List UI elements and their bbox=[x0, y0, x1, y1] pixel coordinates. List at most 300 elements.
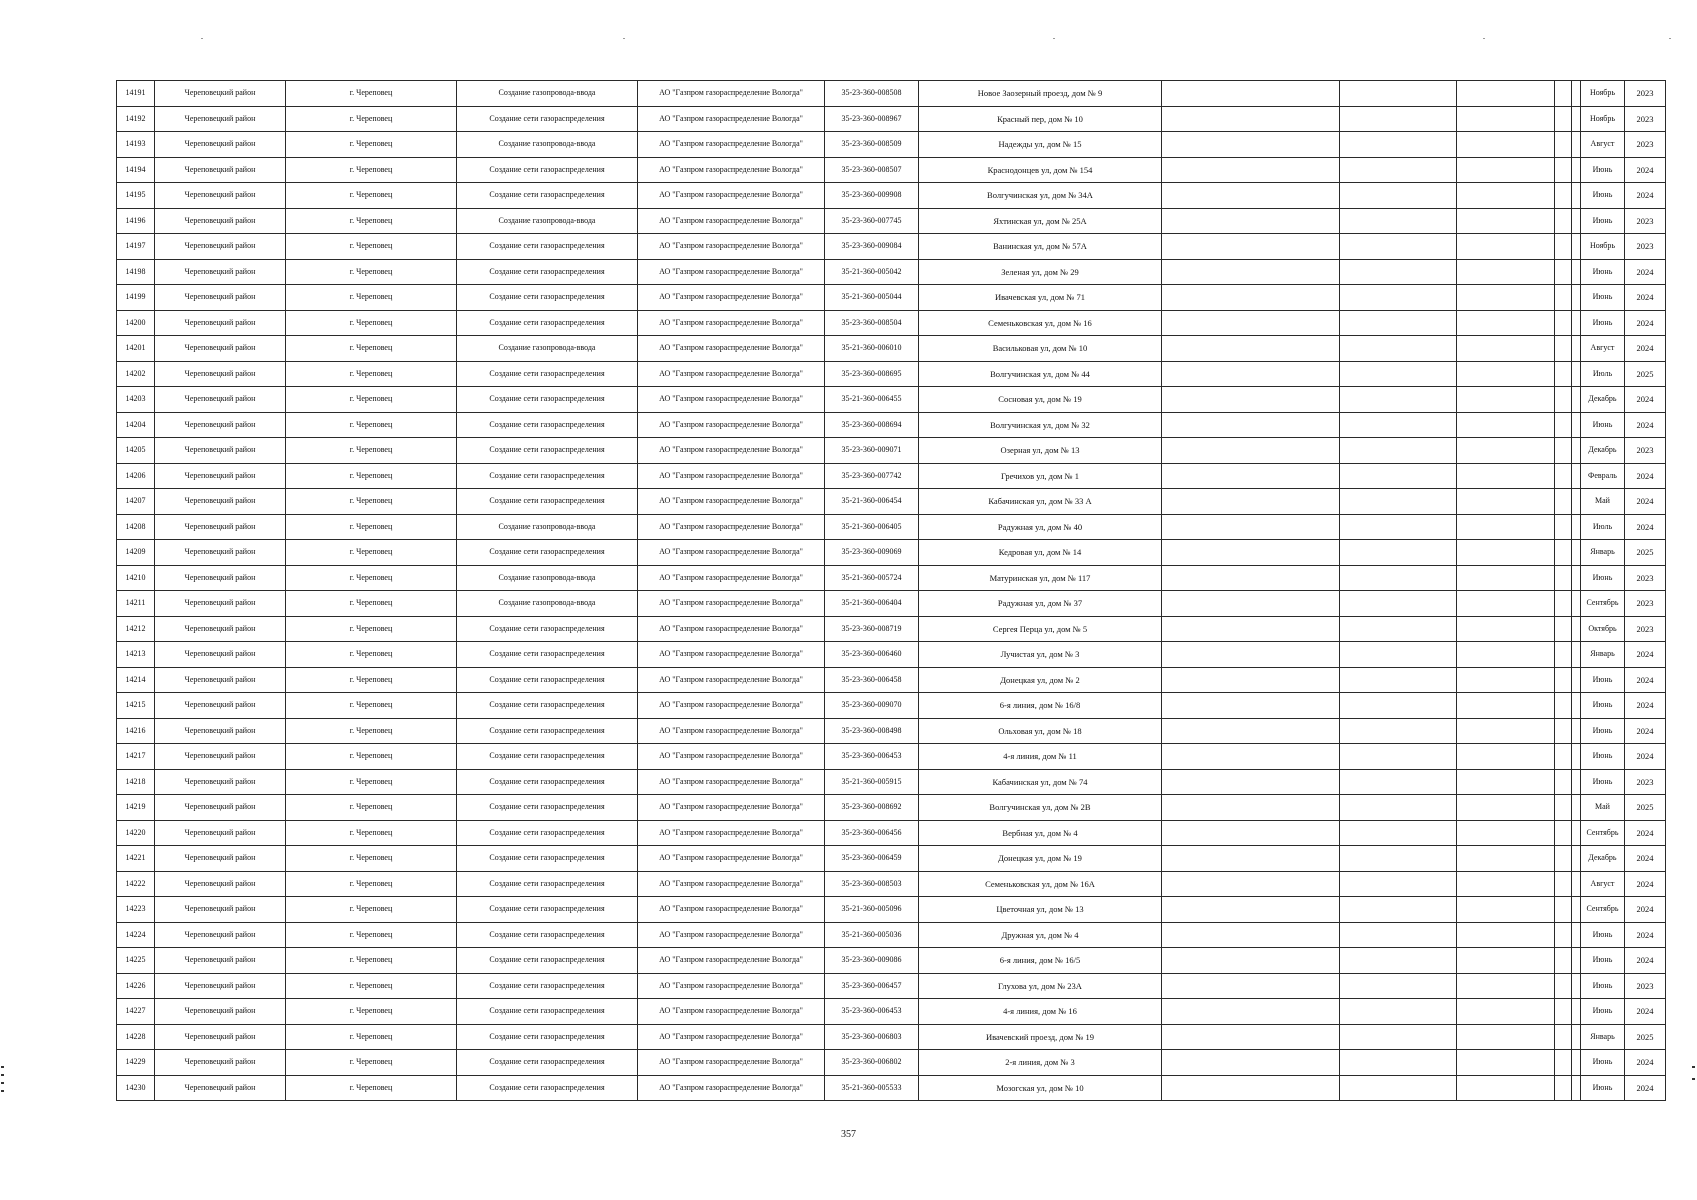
month-cell: Июнь bbox=[1581, 259, 1625, 285]
empty-cell bbox=[1340, 744, 1457, 770]
empty-cell bbox=[1572, 744, 1581, 770]
address-cell: Вербная ул, дом № 4 bbox=[919, 820, 1162, 846]
table-row bbox=[117, 948, 1666, 974]
locality-cell: г. Череповец bbox=[286, 1050, 457, 1076]
edge-mark bbox=[1692, 1066, 1695, 1068]
district-cell: Череповецкий район bbox=[155, 642, 286, 668]
object-code-cell: 35-23-360-008498 bbox=[825, 718, 919, 744]
object-code-cell: 35-21-360-005036 bbox=[825, 922, 919, 948]
table-row bbox=[117, 285, 1666, 311]
locality-cell: г. Череповец bbox=[286, 387, 457, 413]
locality-cell: г. Череповец bbox=[286, 514, 457, 540]
organization-cell: АО "Газпром газораспределение Вологда" bbox=[638, 310, 825, 336]
district-cell: Череповецкий район bbox=[155, 157, 286, 183]
locality-cell: г. Череповец bbox=[286, 667, 457, 693]
organization-cell: АО "Газпром газораспределение Вологда" bbox=[638, 667, 825, 693]
empty-cell bbox=[1555, 591, 1572, 617]
empty-cell bbox=[1162, 795, 1340, 821]
empty-cell bbox=[1555, 489, 1572, 515]
table-row bbox=[117, 310, 1666, 336]
work-type-cell: Создание сети газораспределения bbox=[457, 157, 638, 183]
district-cell: Череповецкий район bbox=[155, 871, 286, 897]
address-cell: Глухова ул, дом № 23А bbox=[919, 973, 1162, 999]
district-cell: Череповецкий район bbox=[155, 285, 286, 311]
empty-cell bbox=[1340, 81, 1457, 107]
empty-cell bbox=[1555, 744, 1572, 770]
table-row bbox=[117, 795, 1666, 821]
table-row bbox=[117, 1050, 1666, 1076]
empty-cell bbox=[1457, 846, 1555, 872]
empty-cell bbox=[1340, 1050, 1457, 1076]
year-cell: 2023 bbox=[1625, 81, 1666, 107]
empty-cell bbox=[1572, 999, 1581, 1025]
empty-cell bbox=[1457, 132, 1555, 158]
empty-cell bbox=[1555, 1075, 1572, 1101]
month-cell: Май bbox=[1581, 489, 1625, 515]
address-cell: 6-я линия, дом № 16/5 bbox=[919, 948, 1162, 974]
empty-cell bbox=[1572, 106, 1581, 132]
locality-cell: г. Череповец bbox=[286, 948, 457, 974]
empty-cell bbox=[1457, 81, 1555, 107]
object-code-cell: 35-23-360-009070 bbox=[825, 693, 919, 719]
empty-cell bbox=[1555, 616, 1572, 642]
address-cell: Волгучинская ул, дом № 32 bbox=[919, 412, 1162, 438]
table-row bbox=[117, 412, 1666, 438]
empty-cell bbox=[1340, 1075, 1457, 1101]
year-cell: 2023 bbox=[1625, 973, 1666, 999]
work-type-cell: Создание сети газораспределения bbox=[457, 1075, 638, 1101]
address-cell: Матуринская ул, дом № 117 bbox=[919, 565, 1162, 591]
year-cell: 2023 bbox=[1625, 234, 1666, 260]
empty-cell bbox=[1457, 489, 1555, 515]
empty-cell bbox=[1340, 540, 1457, 566]
work-type-cell: Создание газопровода-ввода bbox=[457, 81, 638, 107]
edge-mark bbox=[1692, 1078, 1695, 1080]
year-cell: 2024 bbox=[1625, 693, 1666, 719]
month-cell: Июнь bbox=[1581, 183, 1625, 209]
work-type-cell: Создание сети газораспределения bbox=[457, 259, 638, 285]
locality-cell: г. Череповец bbox=[286, 591, 457, 617]
empty-cell bbox=[1340, 361, 1457, 387]
empty-cell bbox=[1340, 336, 1457, 362]
organization-cell: АО "Газпром газораспределение Вологда" bbox=[638, 285, 825, 311]
year-cell: 2023 bbox=[1625, 769, 1666, 795]
empty-cell bbox=[1457, 693, 1555, 719]
organization-cell: АО "Газпром газораспределение Вологда" bbox=[638, 744, 825, 770]
year-cell: 2025 bbox=[1625, 1024, 1666, 1050]
empty-cell bbox=[1555, 387, 1572, 413]
empty-cell bbox=[1572, 973, 1581, 999]
row-number-cell: 14221 bbox=[117, 846, 155, 872]
organization-cell: АО "Газпром газораспределение Вологда" bbox=[638, 999, 825, 1025]
empty-cell bbox=[1340, 897, 1457, 923]
organization-cell: АО "Газпром газораспределение Вологда" bbox=[638, 718, 825, 744]
empty-cell bbox=[1340, 616, 1457, 642]
empty-cell bbox=[1572, 1050, 1581, 1076]
empty-cell bbox=[1162, 463, 1340, 489]
month-cell: Сентябрь bbox=[1581, 897, 1625, 923]
address-cell: 4-я линия, дом № 16 bbox=[919, 999, 1162, 1025]
row-number-cell: 14209 bbox=[117, 540, 155, 566]
empty-cell bbox=[1162, 106, 1340, 132]
empty-cell bbox=[1457, 259, 1555, 285]
work-type-cell: Создание сети газораспределения bbox=[457, 489, 638, 515]
scan-mark bbox=[1483, 38, 1485, 39]
empty-cell bbox=[1555, 820, 1572, 846]
object-code-cell: 35-23-360-008509 bbox=[825, 132, 919, 158]
work-type-cell: Создание сети газораспределения bbox=[457, 642, 638, 668]
address-cell: Дружная ул, дом № 4 bbox=[919, 922, 1162, 948]
row-number-cell: 14202 bbox=[117, 361, 155, 387]
empty-cell bbox=[1555, 540, 1572, 566]
empty-cell bbox=[1340, 591, 1457, 617]
address-cell: Краснодонцев ул, дом № 154 bbox=[919, 157, 1162, 183]
year-cell: 2024 bbox=[1625, 871, 1666, 897]
empty-cell bbox=[1572, 234, 1581, 260]
year-cell: 2024 bbox=[1625, 667, 1666, 693]
organization-cell: АО "Газпром газораспределение Вологда" bbox=[638, 438, 825, 464]
year-cell: 2024 bbox=[1625, 412, 1666, 438]
row-number-cell: 14199 bbox=[117, 285, 155, 311]
table-row bbox=[117, 999, 1666, 1025]
empty-cell bbox=[1555, 259, 1572, 285]
page-number: 357 bbox=[841, 1129, 856, 1140]
month-cell: Июнь bbox=[1581, 999, 1625, 1025]
year-cell: 2024 bbox=[1625, 387, 1666, 413]
row-number-cell: 14203 bbox=[117, 387, 155, 413]
object-code-cell: 35-23-360-006460 bbox=[825, 642, 919, 668]
work-type-cell: Создание сети газораспределения bbox=[457, 285, 638, 311]
district-cell: Череповецкий район bbox=[155, 820, 286, 846]
district-cell: Череповецкий район bbox=[155, 361, 286, 387]
empty-cell bbox=[1555, 948, 1572, 974]
empty-cell bbox=[1162, 846, 1340, 872]
organization-cell: АО "Газпром газораспределение Вологда" bbox=[638, 795, 825, 821]
object-code-cell: 35-21-360-005533 bbox=[825, 1075, 919, 1101]
address-cell: Волгучинская ул, дом № 2В bbox=[919, 795, 1162, 821]
empty-cell bbox=[1457, 1024, 1555, 1050]
empty-cell bbox=[1162, 820, 1340, 846]
locality-cell: г. Череповец bbox=[286, 489, 457, 515]
year-cell: 2024 bbox=[1625, 489, 1666, 515]
empty-cell bbox=[1457, 871, 1555, 897]
address-cell: Надежды ул, дом № 15 bbox=[919, 132, 1162, 158]
table-row bbox=[117, 693, 1666, 719]
month-cell: Июнь bbox=[1581, 769, 1625, 795]
empty-cell bbox=[1162, 540, 1340, 566]
year-cell: 2024 bbox=[1625, 463, 1666, 489]
empty-cell bbox=[1162, 897, 1340, 923]
work-type-cell: Создание газопровода-ввода bbox=[457, 336, 638, 362]
address-cell: Ольховая ул, дом № 18 bbox=[919, 718, 1162, 744]
locality-cell: г. Череповец bbox=[286, 463, 457, 489]
year-cell: 2024 bbox=[1625, 846, 1666, 872]
locality-cell: г. Череповец bbox=[286, 310, 457, 336]
year-cell: 2024 bbox=[1625, 1050, 1666, 1076]
table-row bbox=[117, 565, 1666, 591]
empty-cell bbox=[1572, 795, 1581, 821]
empty-cell bbox=[1162, 591, 1340, 617]
work-type-cell: Создание сети газораспределения bbox=[457, 948, 638, 974]
organization-cell: АО "Газпром газораспределение Вологда" bbox=[638, 514, 825, 540]
gasification-table bbox=[116, 80, 1666, 1101]
empty-cell bbox=[1340, 387, 1457, 413]
empty-cell bbox=[1162, 285, 1340, 311]
empty-cell bbox=[1162, 81, 1340, 107]
table-row bbox=[117, 616, 1666, 642]
row-number-cell: 14195 bbox=[117, 183, 155, 209]
district-cell: Череповецкий район bbox=[155, 718, 286, 744]
address-cell: Гречихов ул, дом № 1 bbox=[919, 463, 1162, 489]
empty-cell bbox=[1457, 310, 1555, 336]
row-number-cell: 14220 bbox=[117, 820, 155, 846]
empty-cell bbox=[1555, 667, 1572, 693]
year-cell: 2024 bbox=[1625, 259, 1666, 285]
work-type-cell: Создание сети газораспределения bbox=[457, 1050, 638, 1076]
empty-cell bbox=[1457, 1050, 1555, 1076]
row-number-cell: 14208 bbox=[117, 514, 155, 540]
empty-cell bbox=[1457, 387, 1555, 413]
table-row bbox=[117, 718, 1666, 744]
object-code-cell: 35-21-360-005915 bbox=[825, 769, 919, 795]
empty-cell bbox=[1340, 310, 1457, 336]
work-type-cell: Создание сети газораспределения bbox=[457, 718, 638, 744]
address-cell: Семеньковская ул, дом № 16А bbox=[919, 871, 1162, 897]
district-cell: Череповецкий район bbox=[155, 387, 286, 413]
empty-cell bbox=[1162, 387, 1340, 413]
work-type-cell: Создание сети газораспределения bbox=[457, 693, 638, 719]
year-cell: 2024 bbox=[1625, 183, 1666, 209]
organization-cell: АО "Газпром газораспределение Вологда" bbox=[638, 157, 825, 183]
empty-cell bbox=[1457, 999, 1555, 1025]
empty-cell bbox=[1340, 106, 1457, 132]
empty-cell bbox=[1555, 361, 1572, 387]
address-cell: Волгучинская ул, дом № 34А bbox=[919, 183, 1162, 209]
row-number-cell: 14193 bbox=[117, 132, 155, 158]
row-number-cell: 14226 bbox=[117, 973, 155, 999]
address-cell: Донецкая ул, дом № 2 bbox=[919, 667, 1162, 693]
district-cell: Череповецкий район bbox=[155, 591, 286, 617]
year-cell: 2023 bbox=[1625, 132, 1666, 158]
organization-cell: АО "Газпром газораспределение Вологда" bbox=[638, 106, 825, 132]
year-cell: 2023 bbox=[1625, 106, 1666, 132]
empty-cell bbox=[1555, 769, 1572, 795]
locality-cell: г. Череповец bbox=[286, 795, 457, 821]
row-number-cell: 14223 bbox=[117, 897, 155, 923]
object-code-cell: 35-23-360-006802 bbox=[825, 1050, 919, 1076]
empty-cell bbox=[1555, 157, 1572, 183]
row-number-cell: 14219 bbox=[117, 795, 155, 821]
address-cell: Новое Заозерный проезд, дом № 9 bbox=[919, 81, 1162, 107]
table-row bbox=[117, 463, 1666, 489]
locality-cell: г. Череповец bbox=[286, 718, 457, 744]
table-row bbox=[117, 514, 1666, 540]
work-type-cell: Создание газопровода-ввода bbox=[457, 565, 638, 591]
table-row bbox=[117, 820, 1666, 846]
row-number-cell: 14224 bbox=[117, 922, 155, 948]
month-cell: Январь bbox=[1581, 1024, 1625, 1050]
empty-cell bbox=[1162, 642, 1340, 668]
empty-cell bbox=[1555, 871, 1572, 897]
object-code-cell: 35-21-360-006404 bbox=[825, 591, 919, 617]
empty-cell bbox=[1162, 667, 1340, 693]
table-row bbox=[117, 208, 1666, 234]
locality-cell: г. Череповец bbox=[286, 973, 457, 999]
table-row bbox=[117, 106, 1666, 132]
work-type-cell: Создание сети газораспределения bbox=[457, 463, 638, 489]
address-cell: Кабачинская ул, дом № 33 А bbox=[919, 489, 1162, 515]
organization-cell: АО "Газпром газораспределение Вологда" bbox=[638, 820, 825, 846]
district-cell: Череповецкий район bbox=[155, 744, 286, 770]
organization-cell: АО "Газпром газораспределение Вологда" bbox=[638, 871, 825, 897]
year-cell: 2024 bbox=[1625, 1075, 1666, 1101]
object-code-cell: 35-21-360-006405 bbox=[825, 514, 919, 540]
empty-cell bbox=[1457, 183, 1555, 209]
year-cell: 2023 bbox=[1625, 565, 1666, 591]
object-code-cell: 35-23-360-009084 bbox=[825, 234, 919, 260]
empty-cell bbox=[1572, 463, 1581, 489]
locality-cell: г. Череповец bbox=[286, 259, 457, 285]
organization-cell: АО "Газпром газораспределение Вологда" bbox=[638, 1075, 825, 1101]
month-cell: Декабрь bbox=[1581, 387, 1625, 413]
work-type-cell: Создание сети газораспределения bbox=[457, 973, 638, 999]
locality-cell: г. Череповец bbox=[286, 642, 457, 668]
work-type-cell: Создание сети газораспределения bbox=[457, 616, 638, 642]
empty-cell bbox=[1162, 1024, 1340, 1050]
address-cell: Кабачинская ул, дом № 74 bbox=[919, 769, 1162, 795]
district-cell: Череповецкий район bbox=[155, 1050, 286, 1076]
row-number-cell: 14192 bbox=[117, 106, 155, 132]
empty-cell bbox=[1340, 718, 1457, 744]
empty-cell bbox=[1340, 693, 1457, 719]
year-cell: 2024 bbox=[1625, 820, 1666, 846]
empty-cell bbox=[1340, 795, 1457, 821]
empty-cell bbox=[1457, 106, 1555, 132]
locality-cell: г. Череповец bbox=[286, 285, 457, 311]
organization-cell: АО "Газпром газораспределение Вологда" bbox=[638, 1024, 825, 1050]
object-code-cell: 35-23-360-008967 bbox=[825, 106, 919, 132]
organization-cell: АО "Газпром газораспределение Вологда" bbox=[638, 948, 825, 974]
year-cell: 2024 bbox=[1625, 718, 1666, 744]
empty-cell bbox=[1572, 412, 1581, 438]
organization-cell: АО "Газпром газораспределение Вологда" bbox=[638, 489, 825, 515]
empty-cell bbox=[1572, 183, 1581, 209]
table-row bbox=[117, 540, 1666, 566]
table-row bbox=[117, 1075, 1666, 1101]
empty-cell bbox=[1162, 514, 1340, 540]
month-cell: Сентябрь bbox=[1581, 591, 1625, 617]
locality-cell: г. Череповец bbox=[286, 897, 457, 923]
row-number-cell: 14198 bbox=[117, 259, 155, 285]
empty-cell bbox=[1340, 285, 1457, 311]
empty-cell bbox=[1555, 514, 1572, 540]
empty-cell bbox=[1162, 183, 1340, 209]
object-code-cell: 35-23-360-006453 bbox=[825, 744, 919, 770]
edge-mark bbox=[1, 1066, 4, 1068]
address-cell: Ванинская ул, дом № 57А bbox=[919, 234, 1162, 260]
empty-cell bbox=[1340, 259, 1457, 285]
organization-cell: АО "Газпром газораспределение Вологда" bbox=[638, 591, 825, 617]
district-cell: Череповецкий район bbox=[155, 234, 286, 260]
row-number-cell: 14205 bbox=[117, 438, 155, 464]
year-cell: 2023 bbox=[1625, 591, 1666, 617]
locality-cell: г. Череповец bbox=[286, 336, 457, 362]
organization-cell: АО "Газпром газораспределение Вологда" bbox=[638, 565, 825, 591]
empty-cell bbox=[1555, 999, 1572, 1025]
district-cell: Череповецкий район bbox=[155, 81, 286, 107]
locality-cell: г. Череповец bbox=[286, 183, 457, 209]
locality-cell: г. Череповец bbox=[286, 1075, 457, 1101]
empty-cell bbox=[1457, 412, 1555, 438]
empty-cell bbox=[1162, 718, 1340, 744]
empty-cell bbox=[1457, 973, 1555, 999]
empty-cell bbox=[1572, 387, 1581, 413]
empty-cell bbox=[1340, 1024, 1457, 1050]
empty-cell bbox=[1340, 565, 1457, 591]
object-code-cell: 35-23-360-006458 bbox=[825, 667, 919, 693]
address-cell: Радужная ул, дом № 37 bbox=[919, 591, 1162, 617]
empty-cell bbox=[1457, 718, 1555, 744]
month-cell: Октябрь bbox=[1581, 616, 1625, 642]
district-cell: Череповецкий район bbox=[155, 948, 286, 974]
address-cell: Яхтинская ул, дом № 25А bbox=[919, 208, 1162, 234]
district-cell: Череповецкий район bbox=[155, 795, 286, 821]
month-cell: Август bbox=[1581, 871, 1625, 897]
empty-cell bbox=[1457, 667, 1555, 693]
object-code-cell: 35-21-360-005096 bbox=[825, 897, 919, 923]
row-number-cell: 14210 bbox=[117, 565, 155, 591]
object-code-cell: 35-23-360-009069 bbox=[825, 540, 919, 566]
empty-cell bbox=[1555, 234, 1572, 260]
address-cell: Волгучинская ул, дом № 44 bbox=[919, 361, 1162, 387]
row-number-cell: 14215 bbox=[117, 693, 155, 719]
organization-cell: АО "Газпром газораспределение Вологда" bbox=[638, 846, 825, 872]
month-cell: Июнь bbox=[1581, 948, 1625, 974]
edge-mark bbox=[1, 1074, 4, 1076]
organization-cell: АО "Газпром газораспределение Вологда" bbox=[638, 642, 825, 668]
address-cell: Ивачевская ул, дом № 71 bbox=[919, 285, 1162, 311]
empty-cell bbox=[1340, 642, 1457, 668]
year-cell: 2024 bbox=[1625, 744, 1666, 770]
empty-cell bbox=[1162, 361, 1340, 387]
work-type-cell: Создание сети газораспределения bbox=[457, 820, 638, 846]
table-row bbox=[117, 973, 1666, 999]
year-cell: 2025 bbox=[1625, 361, 1666, 387]
object-code-cell: 35-23-360-008694 bbox=[825, 412, 919, 438]
year-cell: 2024 bbox=[1625, 285, 1666, 311]
month-cell: Июнь bbox=[1581, 693, 1625, 719]
month-cell: Июнь bbox=[1581, 718, 1625, 744]
district-cell: Череповецкий район bbox=[155, 183, 286, 209]
organization-cell: АО "Газпром газораспределение Вологда" bbox=[638, 412, 825, 438]
empty-cell bbox=[1162, 208, 1340, 234]
work-type-cell: Создание сети газораспределения bbox=[457, 234, 638, 260]
empty-cell bbox=[1555, 336, 1572, 362]
table-row bbox=[117, 744, 1666, 770]
month-cell: Июнь bbox=[1581, 1050, 1625, 1076]
empty-cell bbox=[1162, 157, 1340, 183]
empty-cell bbox=[1457, 1075, 1555, 1101]
row-number-cell: 14225 bbox=[117, 948, 155, 974]
year-cell: 2024 bbox=[1625, 642, 1666, 668]
district-cell: Череповецкий район bbox=[155, 973, 286, 999]
object-code-cell: 35-23-360-008507 bbox=[825, 157, 919, 183]
locality-cell: г. Череповец bbox=[286, 820, 457, 846]
district-cell: Череповецкий район bbox=[155, 769, 286, 795]
table-row bbox=[117, 259, 1666, 285]
district-cell: Череповецкий район bbox=[155, 616, 286, 642]
empty-cell bbox=[1340, 234, 1457, 260]
